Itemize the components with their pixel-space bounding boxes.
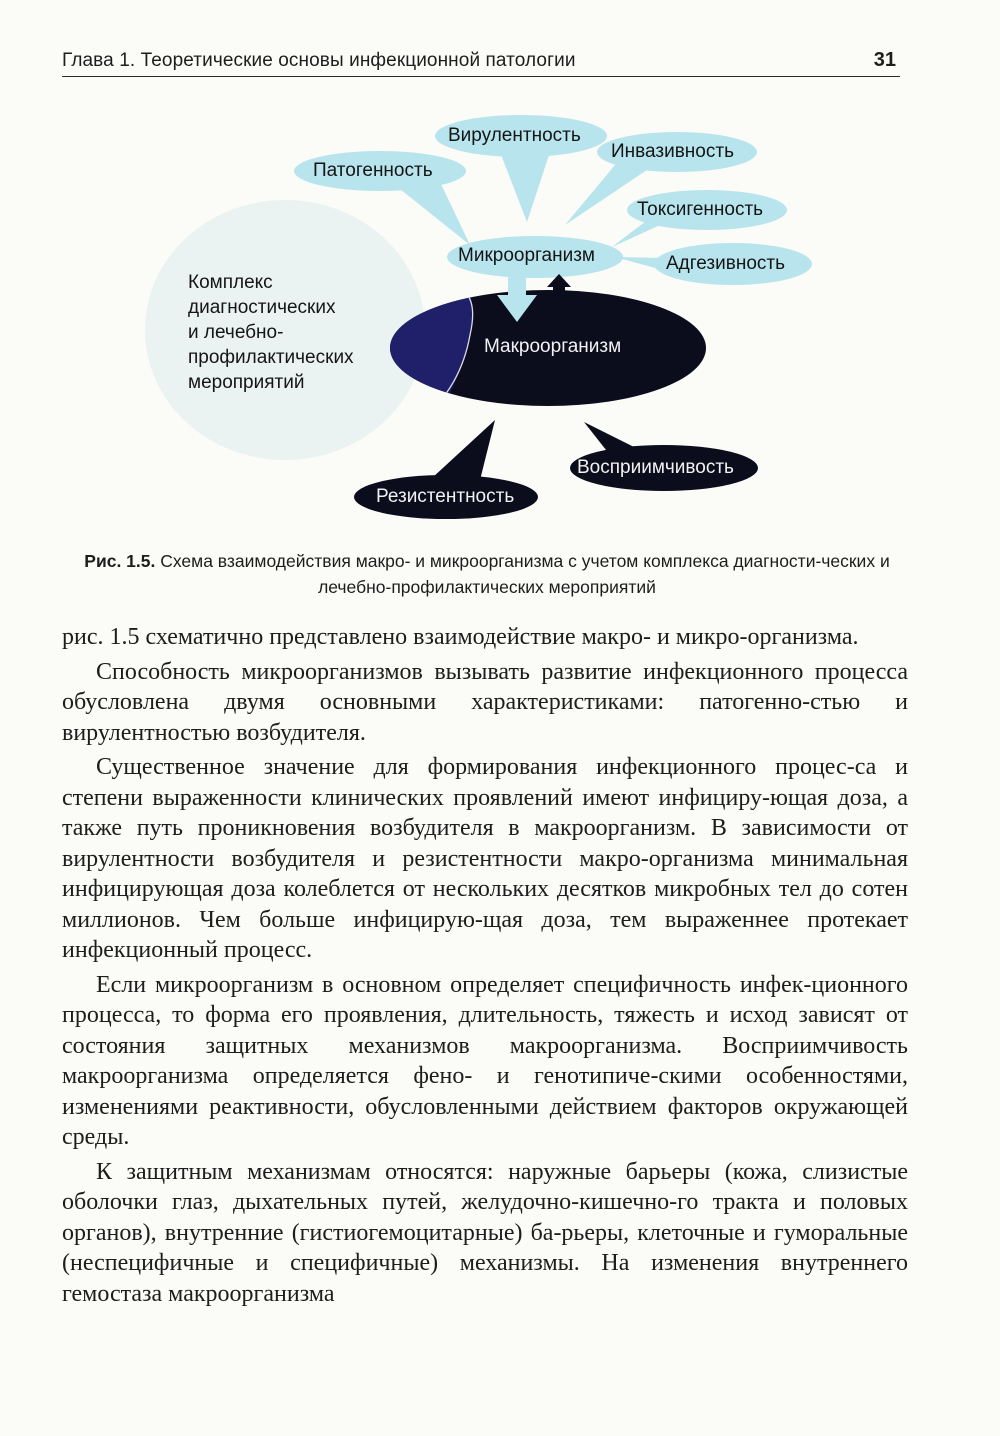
page-number: 31 [873,49,896,71]
paragraph: Способность микроорганизмов вызывать развитие инфекционного процесса обусловлена двумя основными характеристиками: патогенно-стью и вирулентностью возбудителя. [62,658,908,746]
resistance-label: Резистентность [376,486,515,507]
adhesiveness-label: Адгезивность [666,253,786,274]
paragraph: рис. 1.5 схематично представлено взаимодействие макро- и микро-организма. [62,624,859,650]
complex-measures-label: Комплекс диагностических и лечебно- профилактических мероприятий [188,272,354,393]
diagram-canvas [0,100,1000,540]
caption-text: Схема взаимодействия макро- и микроорганизма с учетом комплекса диагности-ческих и лечебно-профилактических мероприятий [160,551,890,597]
toxigenicity-label: Токсигенность [637,199,764,220]
chapter-title: Глава 1. Теоретические основы инфекционной патологии [62,50,576,71]
susceptibility-label: Восприимчивость [577,457,734,478]
figure-1-5 [0,100,1000,540]
paragraph: Если микроорганизм в основном определяет специфичность инфек-ционного процесса, то форма его проявления, длительность, тяжесть и исход зависят от состояния защитных механизмов макроорганизма. Восприимчивость макроорганизма определяется фено- и генотипиче-скими особенностями, изменениями реактивности, обусловленными действием факторов окружающей среды. [62,971,908,1150]
paragraph: К защитным механизмам относятся: наружные барьеры (кожа, слизистые оболочки глаз, дыхательных путей, желудочно-кишечно-го тракта и половых органов), внутренние (гистиогемоцитарные) ба-рьеры, клеточные и гуморальные (неспецифичные и специфичные) механизмы. На изменения внутреннего гемостаза макроорганизма [62,1158,908,1307]
invasiveness-label: Инвазивность [611,141,734,162]
microorganism-label: Микроорганизм [458,245,595,266]
pathogenicity-label: Патогенность [313,160,433,181]
macroorganism-label: Макроорганизм [484,336,622,357]
figure-caption [62,548,912,600]
running-header [62,48,900,77]
caption-label: Рис. 1.5. [84,551,156,571]
body-text [62,622,908,1313]
paragraph: Существенное значение для формирования инфекционного процес-са и степени выраженности клинических проявлений имеют инфициру-ющая доза, а также путь проникновения возбудителя в макроорганизм. В зависимости от вирулентности возбудителя и резистентности макро-организма минимальная инфицирующая доза колеблется от нескольких десятков микробных тел до сотен миллионов. Чем больше инфицирую-щая доза, тем выраженнее протекает инфекционный процесс. [62,754,908,963]
virulence-label: Вирулентность [448,125,581,146]
